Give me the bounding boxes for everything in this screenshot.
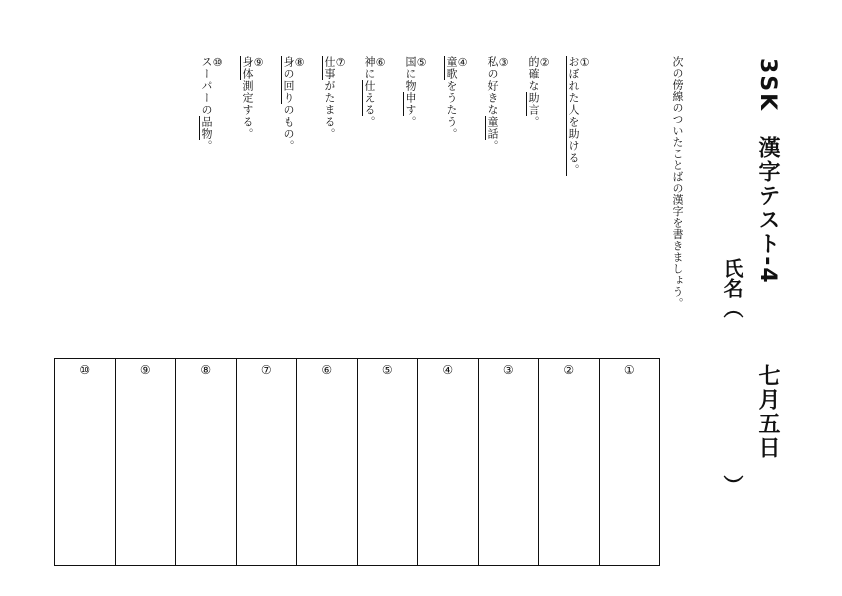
question-number: ⑧ bbox=[293, 56, 306, 70]
answer-box-5[interactable] bbox=[357, 359, 418, 566]
question-post: 。 bbox=[486, 140, 499, 152]
answer-box-number: ⑥ bbox=[321, 363, 333, 377]
answer-box-8[interactable] bbox=[176, 359, 237, 566]
question-post: 。 bbox=[363, 116, 376, 128]
question-7 bbox=[324, 56, 346, 140]
answer-box-number: ③ bbox=[502, 363, 514, 377]
question-underlined: 童歌 bbox=[445, 56, 458, 80]
answer-box-3[interactable] bbox=[478, 359, 539, 566]
question-post: がたまる。 bbox=[323, 80, 336, 140]
question-pre: 国に物 bbox=[404, 56, 417, 92]
question-number: ② bbox=[538, 56, 551, 70]
question-number: ⑩ bbox=[211, 56, 224, 70]
answer-box-7[interactable] bbox=[236, 359, 297, 566]
question-4 bbox=[446, 56, 468, 140]
question-underlined: 身体 bbox=[241, 56, 254, 80]
answer-box-2[interactable] bbox=[539, 359, 600, 566]
answer-box-1[interactable] bbox=[599, 359, 660, 566]
question-number: ⑦ bbox=[334, 56, 347, 70]
question-post: をうたう。 bbox=[445, 80, 458, 140]
question-underlined: 申す bbox=[404, 92, 417, 116]
answer-box-number: ① bbox=[623, 363, 635, 377]
answer-grid bbox=[54, 358, 660, 566]
question-post: 。 bbox=[404, 116, 417, 128]
answer-box-number: ⑧ bbox=[200, 363, 212, 377]
question-underlined: 仕事 bbox=[323, 56, 336, 80]
question-underlined: おぼれた人を助ける。 bbox=[567, 56, 580, 176]
answer-box-number: ② bbox=[563, 363, 575, 377]
answer-box-10[interactable] bbox=[55, 359, 116, 566]
answer-box-4[interactable] bbox=[418, 359, 479, 566]
question-post: 。 bbox=[200, 140, 213, 152]
question-number: ⑥ bbox=[374, 56, 387, 70]
question-underlined: 品物 bbox=[200, 116, 213, 140]
name-field[interactable] bbox=[722, 258, 742, 495]
question-6 bbox=[364, 56, 386, 128]
question-pre: スーパーの bbox=[200, 56, 213, 116]
question-number: ⑨ bbox=[252, 56, 265, 70]
title-text: 3SK 漢字テスト-4 bbox=[755, 58, 780, 285]
question-underlined: 身の回り bbox=[282, 56, 295, 104]
question-pre: 的確な bbox=[527, 56, 540, 92]
question-underlined: 助言 bbox=[527, 92, 540, 116]
page-title bbox=[756, 58, 778, 460]
question-2 bbox=[528, 56, 550, 128]
question-underlined: 仕える bbox=[363, 80, 376, 116]
name-label: 氏名（ bbox=[720, 258, 744, 318]
question-5 bbox=[405, 56, 427, 128]
question-underlined: 童話 bbox=[486, 116, 499, 140]
question-pre: 神に bbox=[363, 56, 376, 80]
answer-box-number: ⑤ bbox=[381, 363, 393, 377]
question-9 bbox=[242, 56, 264, 140]
question-number: ③ bbox=[497, 56, 510, 70]
question-pre: 私の好きな bbox=[486, 56, 499, 116]
answer-box-number: ⑦ bbox=[260, 363, 272, 377]
question-number: ④ bbox=[456, 56, 469, 70]
question-1 bbox=[568, 56, 590, 176]
question-8 bbox=[283, 56, 305, 152]
question-number: ① bbox=[578, 56, 591, 70]
question-3 bbox=[487, 56, 509, 152]
answer-box-number: ⑨ bbox=[139, 363, 151, 377]
question-number: ⑤ bbox=[415, 56, 428, 70]
question-post: 。 bbox=[527, 116, 540, 128]
answer-box-6[interactable] bbox=[297, 359, 358, 566]
answer-box-number: ④ bbox=[442, 363, 454, 377]
question-post: のもの。 bbox=[282, 104, 295, 152]
answer-box-9[interactable] bbox=[115, 359, 176, 566]
question-post: 測定する。 bbox=[241, 80, 254, 140]
instruction-text: 次の傍線のついたことばの漢字を書きましょう。 bbox=[671, 56, 684, 309]
question-10 bbox=[201, 56, 223, 152]
test-date: 七月五日 bbox=[755, 364, 780, 461]
answer-box-number: ⑩ bbox=[79, 363, 91, 377]
name-close-paren: ） bbox=[720, 474, 744, 495]
